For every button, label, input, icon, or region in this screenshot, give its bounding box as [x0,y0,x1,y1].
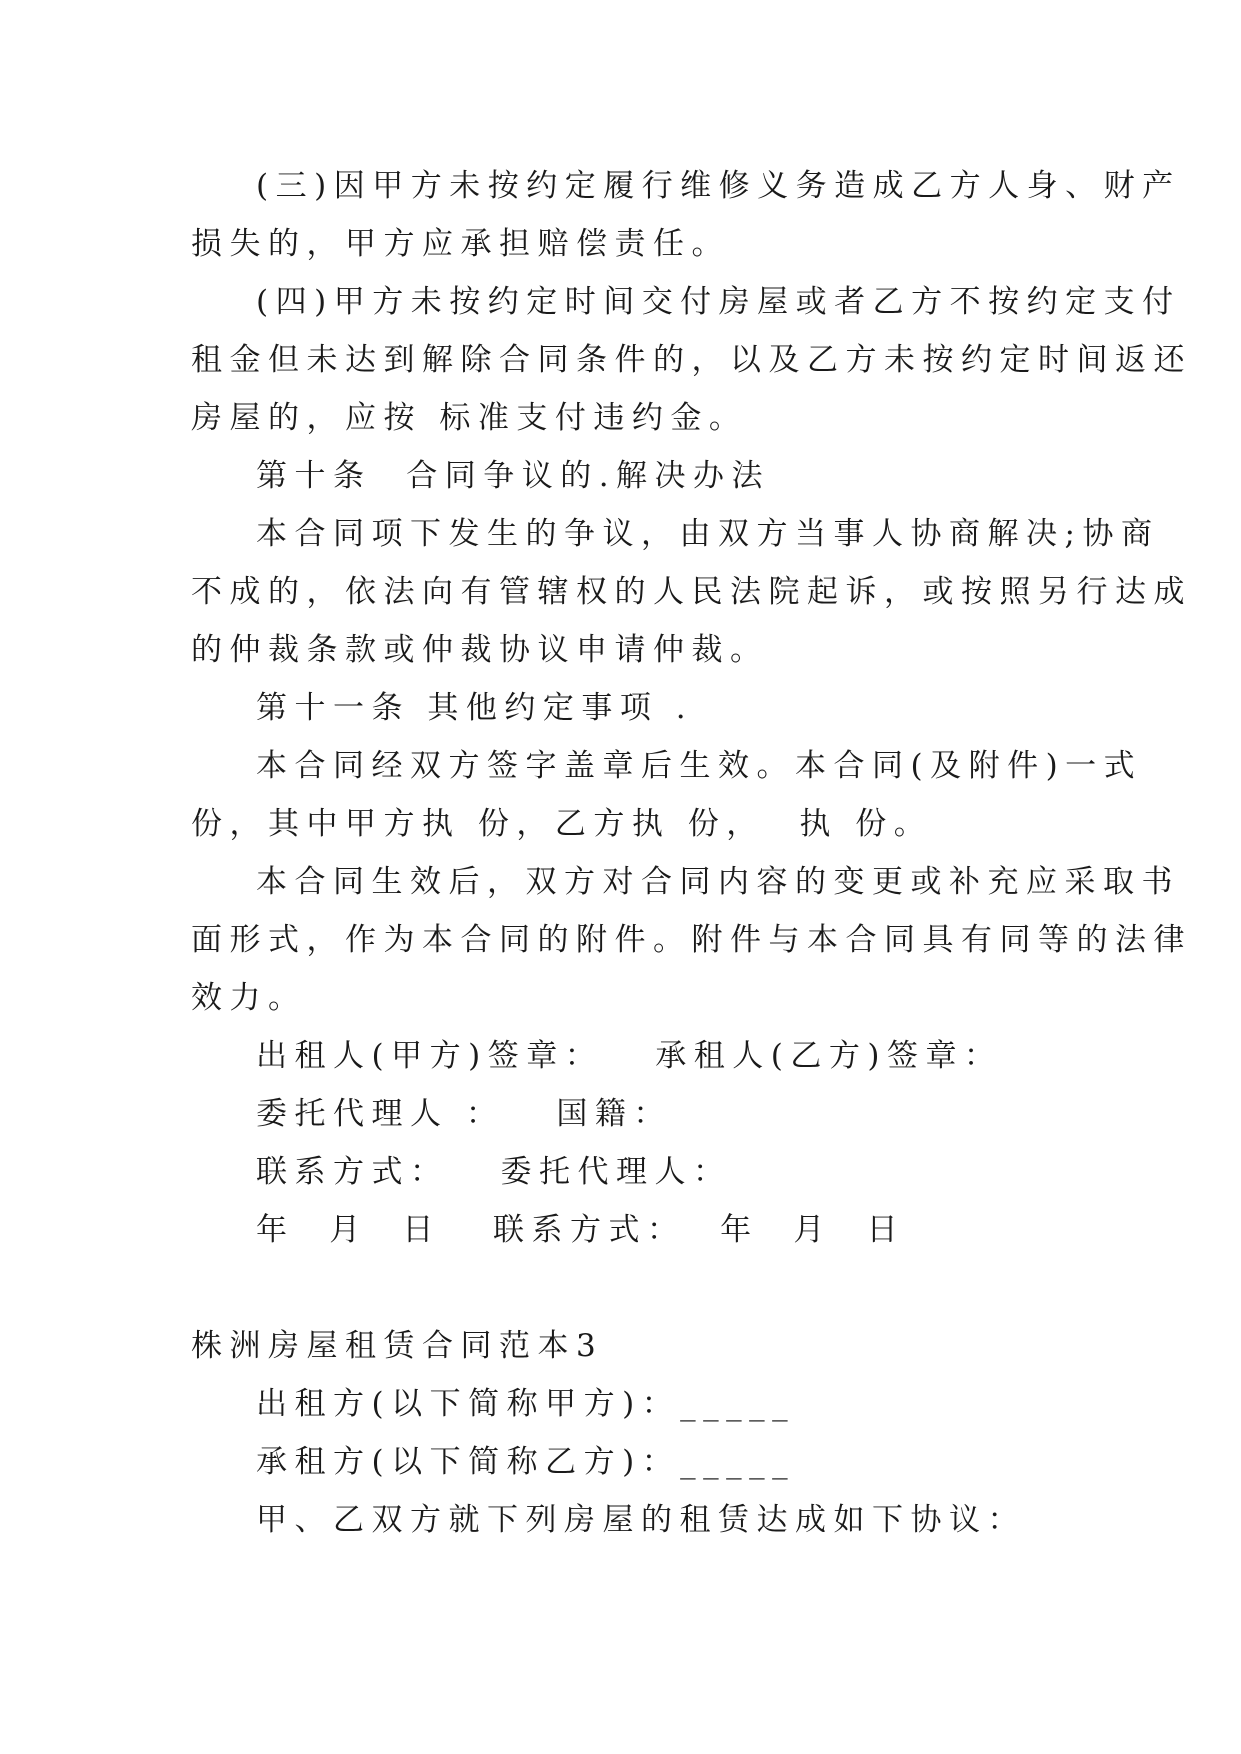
article-10-line-2: 不成的，依法向有管辖权的人民法院起诉，或按照另行达成 [191,574,1192,610]
article-10-line-1: 本合同项下发生的争议，由双方当事人协商解决;协商 [256,516,1160,552]
signature-line-4: 年 月 日 联系方式： 年 月 日 [256,1212,906,1248]
clause-4-line-2: 租金但未达到解除合同条件的，以及乙方未按约定时间返还 [191,342,1192,378]
clause-3-line-2: 损失的，甲方应承担赔偿责任。 [191,226,730,262]
article-10-line-3: 的仲裁条款或仲裁协议申请仲裁。 [191,632,769,668]
signature-line-3: 联系方式： 委托代理人： [256,1154,732,1190]
article-11-heading: 第十一条 其他约定事项 . [256,690,694,726]
article-11-line-1: 本合同经双方签字盖章后生效。本合同(及附件)一式 [256,748,1143,784]
article-11-p2-line-2: 面形式，作为本合同的附件。附件与本合同具有同等的法律 [191,922,1192,958]
article-10-heading: 第十条 合同争议的.解决办法 [256,458,771,494]
article-11-p2-line-1: 本合同生效后，双方对合同内容的变更或补充应采取书 [256,864,1180,900]
signature-line-1: 出租人(甲方)签章： 承租人(乙方)签章： [256,1038,1003,1074]
signature-line-2: 委托代理人 ： 国籍： [256,1096,672,1132]
lessee-line: 承租方(以下简称乙方)：_____ [256,1444,796,1480]
clause-4-line-1: (四)甲方未按约定时间交付房屋或者乙方不按约定支付 [256,284,1181,320]
clause-3-line-1: (三)因甲方未按约定履行维修义务造成乙方人身、财产 [256,168,1181,204]
article-11-line-2: 份，其中甲方执 份，乙方执 份， 执 份。 [191,806,933,842]
agreement-line: 甲、乙双方就下列房屋的租赁达成如下协议： [256,1502,1026,1538]
clause-4-line-3: 房屋的，应按 标准支付违约金。 [191,400,748,436]
article-11-p2-line-3: 效力。 [191,980,307,1016]
lessor-line: 出租方(以下简称甲方)：_____ [256,1386,796,1422]
section-title: 株洲房屋租赁合同范本3 [191,1328,604,1364]
